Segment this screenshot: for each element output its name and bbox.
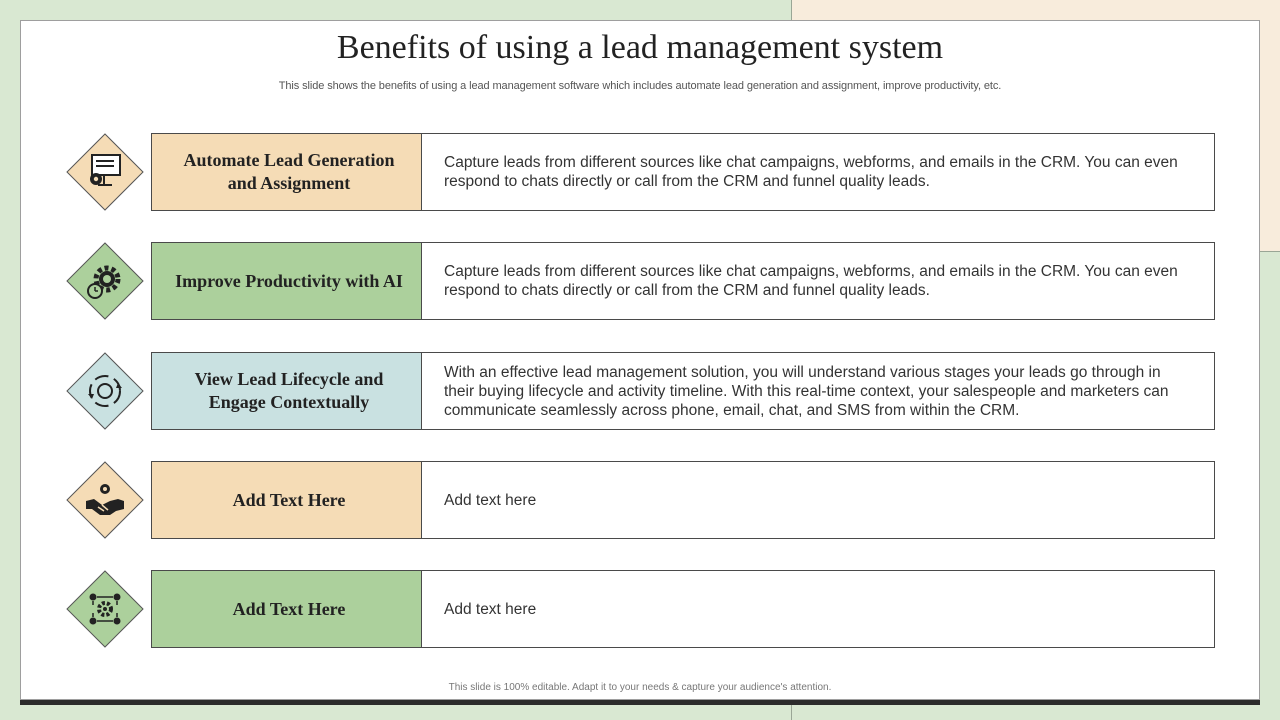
slide-title: Benefits of using a lead management system bbox=[336, 29, 944, 66]
benefit-label: Improve Productivity with AI bbox=[175, 270, 403, 291]
slide-footer: This slide is 100% editable. Adapt it to your needs & capture your audience's attention. bbox=[448, 682, 832, 693]
benefit-row-3 bbox=[0, 352, 1280, 430]
benefit-row-5 bbox=[0, 570, 1280, 648]
benefit-description-box bbox=[421, 352, 1215, 430]
benefit-description: Capture leads from different sources like chat campaigns, webforms, and emails in the CRM. You can even respond to chats directly or call from the CRM and funnel quality leads. bbox=[444, 263, 1178, 299]
network-gear-icon bbox=[66, 570, 144, 648]
slide-bottom-bar bbox=[20, 700, 1260, 705]
lifecycle-cycle-icon bbox=[66, 352, 144, 430]
benefit-description-box bbox=[421, 461, 1215, 539]
benefit-label: Automate Lead Generation and Assignment bbox=[183, 150, 395, 193]
handshake-coin-icon bbox=[66, 461, 144, 539]
benefit-label-box bbox=[151, 133, 427, 211]
gear-clock-icon bbox=[66, 242, 144, 320]
benefit-label-box bbox=[151, 570, 427, 648]
benefit-description-box bbox=[421, 133, 1215, 211]
benefit-description: Add text here bbox=[444, 491, 537, 509]
benefit-description: With an effective lead management solution, you will understand various stages your leads go through in their buying lifecycle and activity timeline. With this real-time context, your salespeople and marketers can communicate seamlessly across phone, email, chat, and SMS from within the CRM. bbox=[444, 363, 1169, 419]
benefit-label-box bbox=[151, 352, 427, 430]
slide-subtitle: This slide shows the benefits of using a lead management software which includes automate lead generation and assignment, improve productivity, etc. bbox=[278, 80, 1002, 92]
benefit-description: Add text here bbox=[444, 600, 537, 618]
benefit-row-1 bbox=[0, 133, 1280, 211]
benefit-label: Add Text Here bbox=[232, 489, 346, 510]
benefit-label-box bbox=[151, 242, 427, 320]
benefit-label: Add Text Here bbox=[232, 598, 346, 619]
benefit-row-2 bbox=[0, 242, 1280, 320]
presentation-gear-icon bbox=[66, 133, 144, 211]
benefit-description: Capture leads from different sources like chat campaigns, webforms, and emails in the CRM. You can even respond to chats directly or call from the CRM and funnel quality leads. bbox=[444, 154, 1178, 190]
benefit-row-4 bbox=[0, 461, 1280, 539]
benefit-description-box bbox=[421, 242, 1215, 320]
benefit-description-box bbox=[421, 570, 1215, 648]
benefit-label: View Lead Lifecycle and Engage Contextually bbox=[194, 369, 384, 412]
benefit-label-box bbox=[151, 461, 427, 539]
